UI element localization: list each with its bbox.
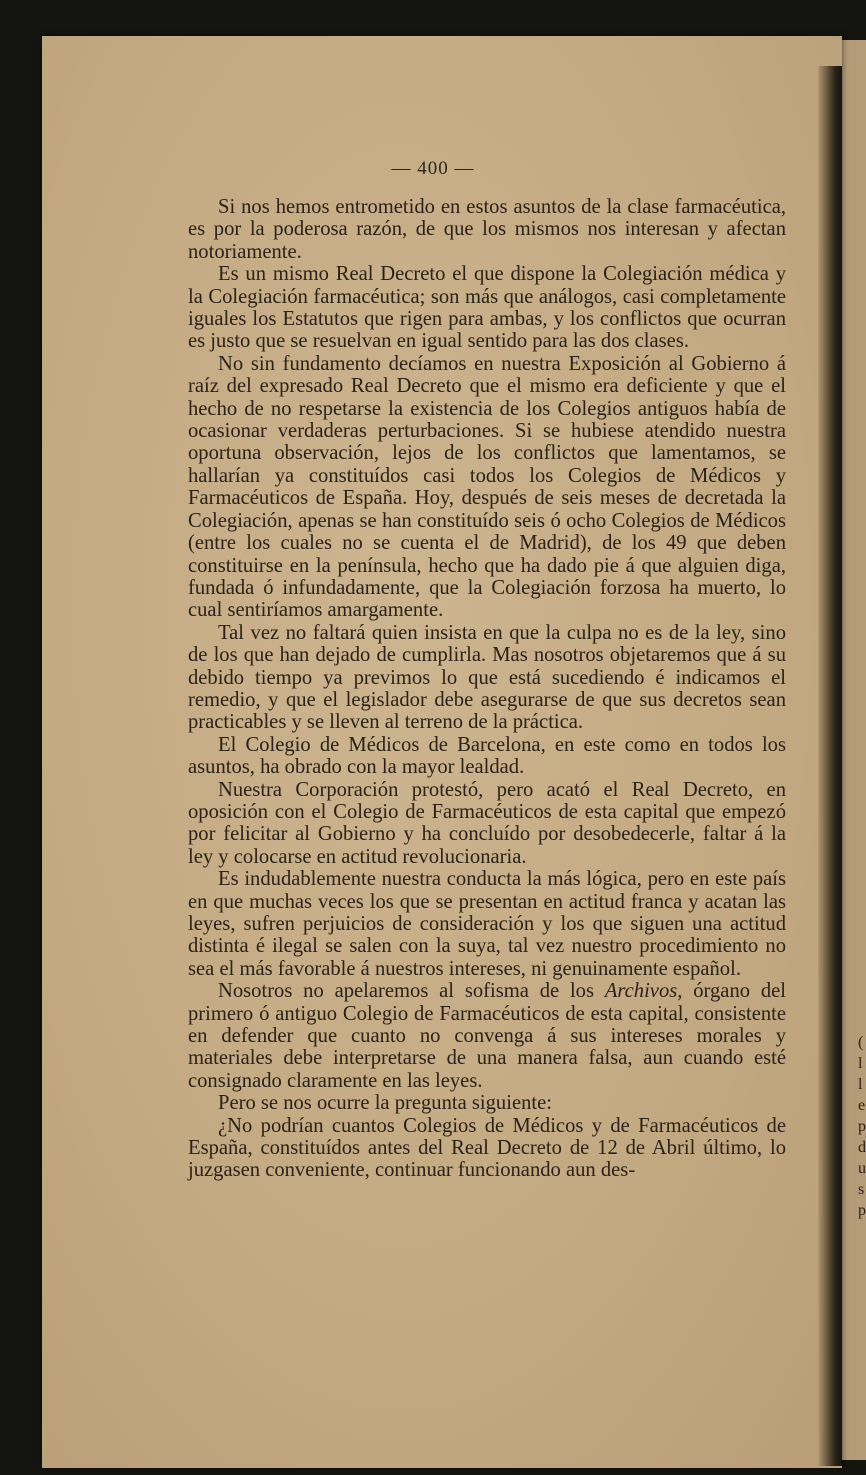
paragraph: Tal vez no faltará quien insista en que la culpa no es de la ley, sino de los que han dejado de cumplirla. Mas nosotros objetaremos que á su debido tiempo ya previmos lo que está sucediendo é indicamos el remedio, y que el legislador debe asegurarse de que sus decretos sean practicables y se lleven al terreno de la práctica. bbox=[188, 621, 786, 734]
adjacent-page-edge bbox=[842, 40, 866, 1460]
paragraph: El Colegio de Médicos de Barcelona, en este como en todos los asuntos, ha obrado con la mayor lealdad. bbox=[188, 733, 786, 779]
body-text bbox=[188, 196, 786, 1182]
edge-letter: l bbox=[858, 1055, 863, 1072]
edge-letter: s bbox=[858, 1181, 865, 1198]
paragraph: Si nos hemos entrometido en estos asuntos de la clase farmacéutica, es por la poderosa razón, de que los mismos nos interesan y afectan notoriamente. bbox=[188, 196, 786, 263]
paragraph-text: , órgano del primero ó antiguo Colegio de Farmacéuticos de esta capital, consistente en defender que cuanto no convenga á sus intereses morales y materiales debe interpretarse de una manera falsa, aun cuando esté consignado claramente en las leyes. bbox=[188, 980, 787, 1092]
edge-letter: e bbox=[858, 1097, 866, 1114]
paragraph bbox=[188, 980, 786, 1092]
edge-letter: l bbox=[858, 1076, 863, 1093]
paragraph-text: Nosotros no apelaremos al sofisma de los bbox=[218, 980, 605, 1003]
edge-letter: d bbox=[858, 1139, 866, 1156]
edge-letter: p bbox=[858, 1202, 866, 1219]
page-gutter-shadow bbox=[818, 66, 842, 1466]
page-number: — 400 — bbox=[391, 158, 475, 179]
edge-letter: u bbox=[858, 1160, 866, 1177]
edge-letter: ( bbox=[858, 1034, 864, 1051]
paragraph: Es un mismo Real Decreto el que dispone la Colegiación médica y la Colegiación farmacéutica; son más que análogos, casi completamente iguales los Estatutos que rigen para ambas, y los conflictos que ocurran es justo que se resuelvan en igual sentido para las dos clases. bbox=[188, 263, 786, 353]
journal-title: Archivos bbox=[604, 980, 678, 1003]
edge-letter: p bbox=[858, 1118, 866, 1135]
paragraph: Pero se nos ocurre la pregunta siguiente: bbox=[218, 1092, 552, 1115]
paragraph: ¿No podrían cuantos Colegios de Médicos y de Farmacéuticos de España, constituídos antes del Real Decreto de 12 de Abril último, lo juzgasen conveniente, continuar funcionando aun des- bbox=[188, 1114, 786, 1182]
paragraph: Es indudablemente nuestra conducta la más lógica, pero en este país en que muchas veces los que se presentan en actitud franca y acatan las leyes, sufren perjuicios de consideración y los que siguen una actitud distinta é ilegal se salen con la suya, tal vez nuestro procedimiento no sea el más favorable á nuestros intereses, ni genuinamente español. bbox=[188, 868, 786, 980]
paragraph: No sin fundamento decíamos en nuestra Exposición al Gobierno á raíz del expresado Real Decreto que el mismo era deficiente y que el hecho de no respetarse la existencia de los Colegios antiguos había de ocasionar verdaderas perturbaciones. Si se hubiese atendido nuestra oportuna observación, lejos de los conflictos que lamentamos, se hallarían ya constituídos casi todos los Colegios de Médicos y Farmacéuticos de España. Hoy, después de seis meses de decretada la Colegiación, apenas se han constituído seis ó ocho Colegios de Médicos (entre los cuales no se cuenta el de Madrid), de los 49 que deben constituirse en la península, hecho que ha dado pie á que alguien diga, fundada ó infundadamente, que la Colegiación forzosa ha muerto, lo cual sentiríamos amargamente. bbox=[188, 352, 786, 622]
paragraph: Nuestra Corporación protestó, pero acató el Real Decreto, en oposición con el Colegio de Farmacéuticos de esta capital que empezó por felicitar al Gobierno y ha concluído por desobedecerle, faltar á la ley y colocarse en actitud revolucionaria. bbox=[188, 778, 786, 868]
adjacent-page-text bbox=[858, 1032, 866, 1221]
